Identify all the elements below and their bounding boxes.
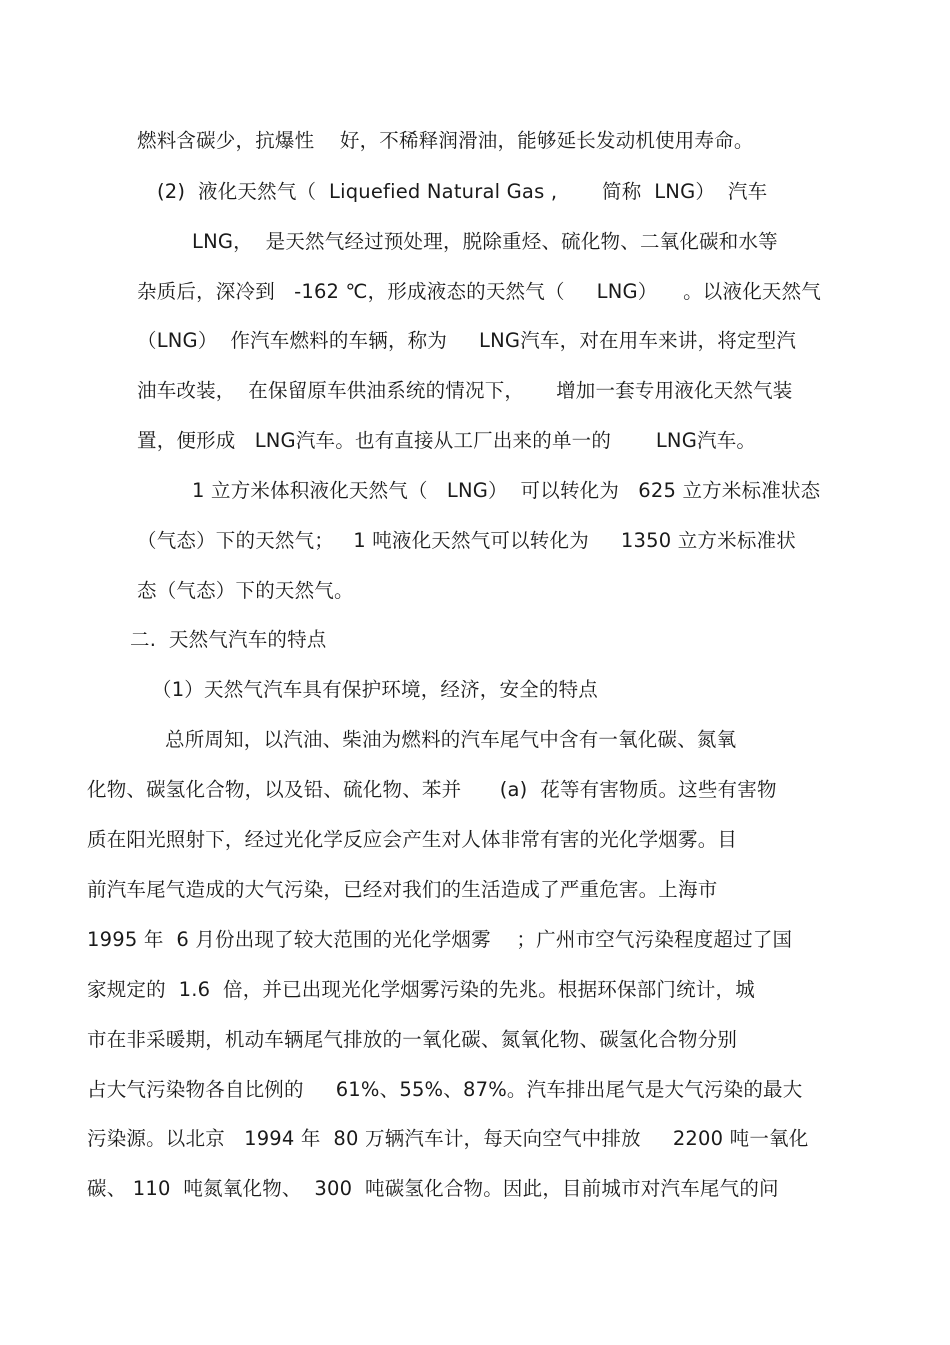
text-line: 1995 年 6 月份出现了较大范围的光化学烟雾 ；广州市空气污染程度超过了国 bbox=[87, 928, 793, 951]
text-line: 总所周知，以汽油、柴油为燃料的汽车尾气中含有一氧化碳、氮氧 bbox=[165, 728, 737, 751]
text-line: 化物、碳氢化合物，以及铅、硫化物、苯并 (a) 花等有害物质。这些有害物 bbox=[87, 778, 777, 801]
text-line: (2) 液化天然气（ Liquefied Natural Gas , 简称 LNG） 汽车 bbox=[157, 180, 768, 203]
text-line: 态（气态）下的天然气。 bbox=[137, 579, 354, 602]
text-line: LNG， 是天然气经过预处理，脱除重烃、硫化物、二氧化碳和水等 bbox=[192, 230, 778, 253]
text-line: 家规定的 1.6 倍，并已出现光化学烟雾污染的先兆。根据环保部门统计，城 bbox=[87, 978, 755, 1001]
text-line: 前汽车尾气造成的大气污染，已经对我们的生活造成了严重危害。上海市 bbox=[87, 878, 718, 901]
text-line: 置，便形成 LNG汽车。也有直接从工厂出来的单一的 LNG汽车。 bbox=[137, 429, 757, 452]
text-line: 质在阳光照射下，经过光化学反应会产生对人体非常有害的光化学烟雾。目 bbox=[87, 828, 738, 851]
text-line: 油车改装， 在保留原车供油系统的情况下， 增加一套专用液化天然气装 bbox=[137, 379, 793, 402]
text-line: 市在非采暖期，机动车辆尾气排放的一氧化碳、氮氧化物、碳氢化合物分别 bbox=[87, 1028, 738, 1051]
text-line: 碳、 110 吨氮氧化物、 300 吨碳氢化合物。因此，目前城市对汽车尾气的问 bbox=[87, 1177, 779, 1200]
text-line: 杂质后，深冷到 -162 ℃，形成液态的天然气（ LNG） 。以液化天然气 bbox=[137, 280, 821, 303]
section-heading: 二. 天然气汽车的特点 bbox=[130, 628, 327, 651]
text-line: 占大气污染物各自比例的 61%、55%、87%。汽车排出尾气是大气污染的最大 bbox=[87, 1078, 803, 1101]
text-line: （LNG） 作汽车燃料的车辆，称为 LNG汽车，对在用车来讲，将定型汽 bbox=[137, 329, 797, 352]
text-line: 污染源。以北京 1994 年 80 万辆汽车计，每天向空气中排放 2200 吨一氧化 bbox=[87, 1127, 809, 1150]
text-line: （气态）下的天然气； 1 吨液化天然气可以转化为 1350 立方米标准状 bbox=[137, 529, 796, 552]
text-line: 燃料含碳少，抗爆性 好，不稀释润滑油，能够延长发动机使用寿命。 bbox=[137, 129, 754, 152]
subsection-heading: （1）天然气汽车具有保护环境，经济，安全的特点 bbox=[152, 678, 599, 701]
text-line: 1 立方米体积液化天然气（ LNG） 可以转化为 625 立方米标准状态 bbox=[192, 479, 821, 502]
